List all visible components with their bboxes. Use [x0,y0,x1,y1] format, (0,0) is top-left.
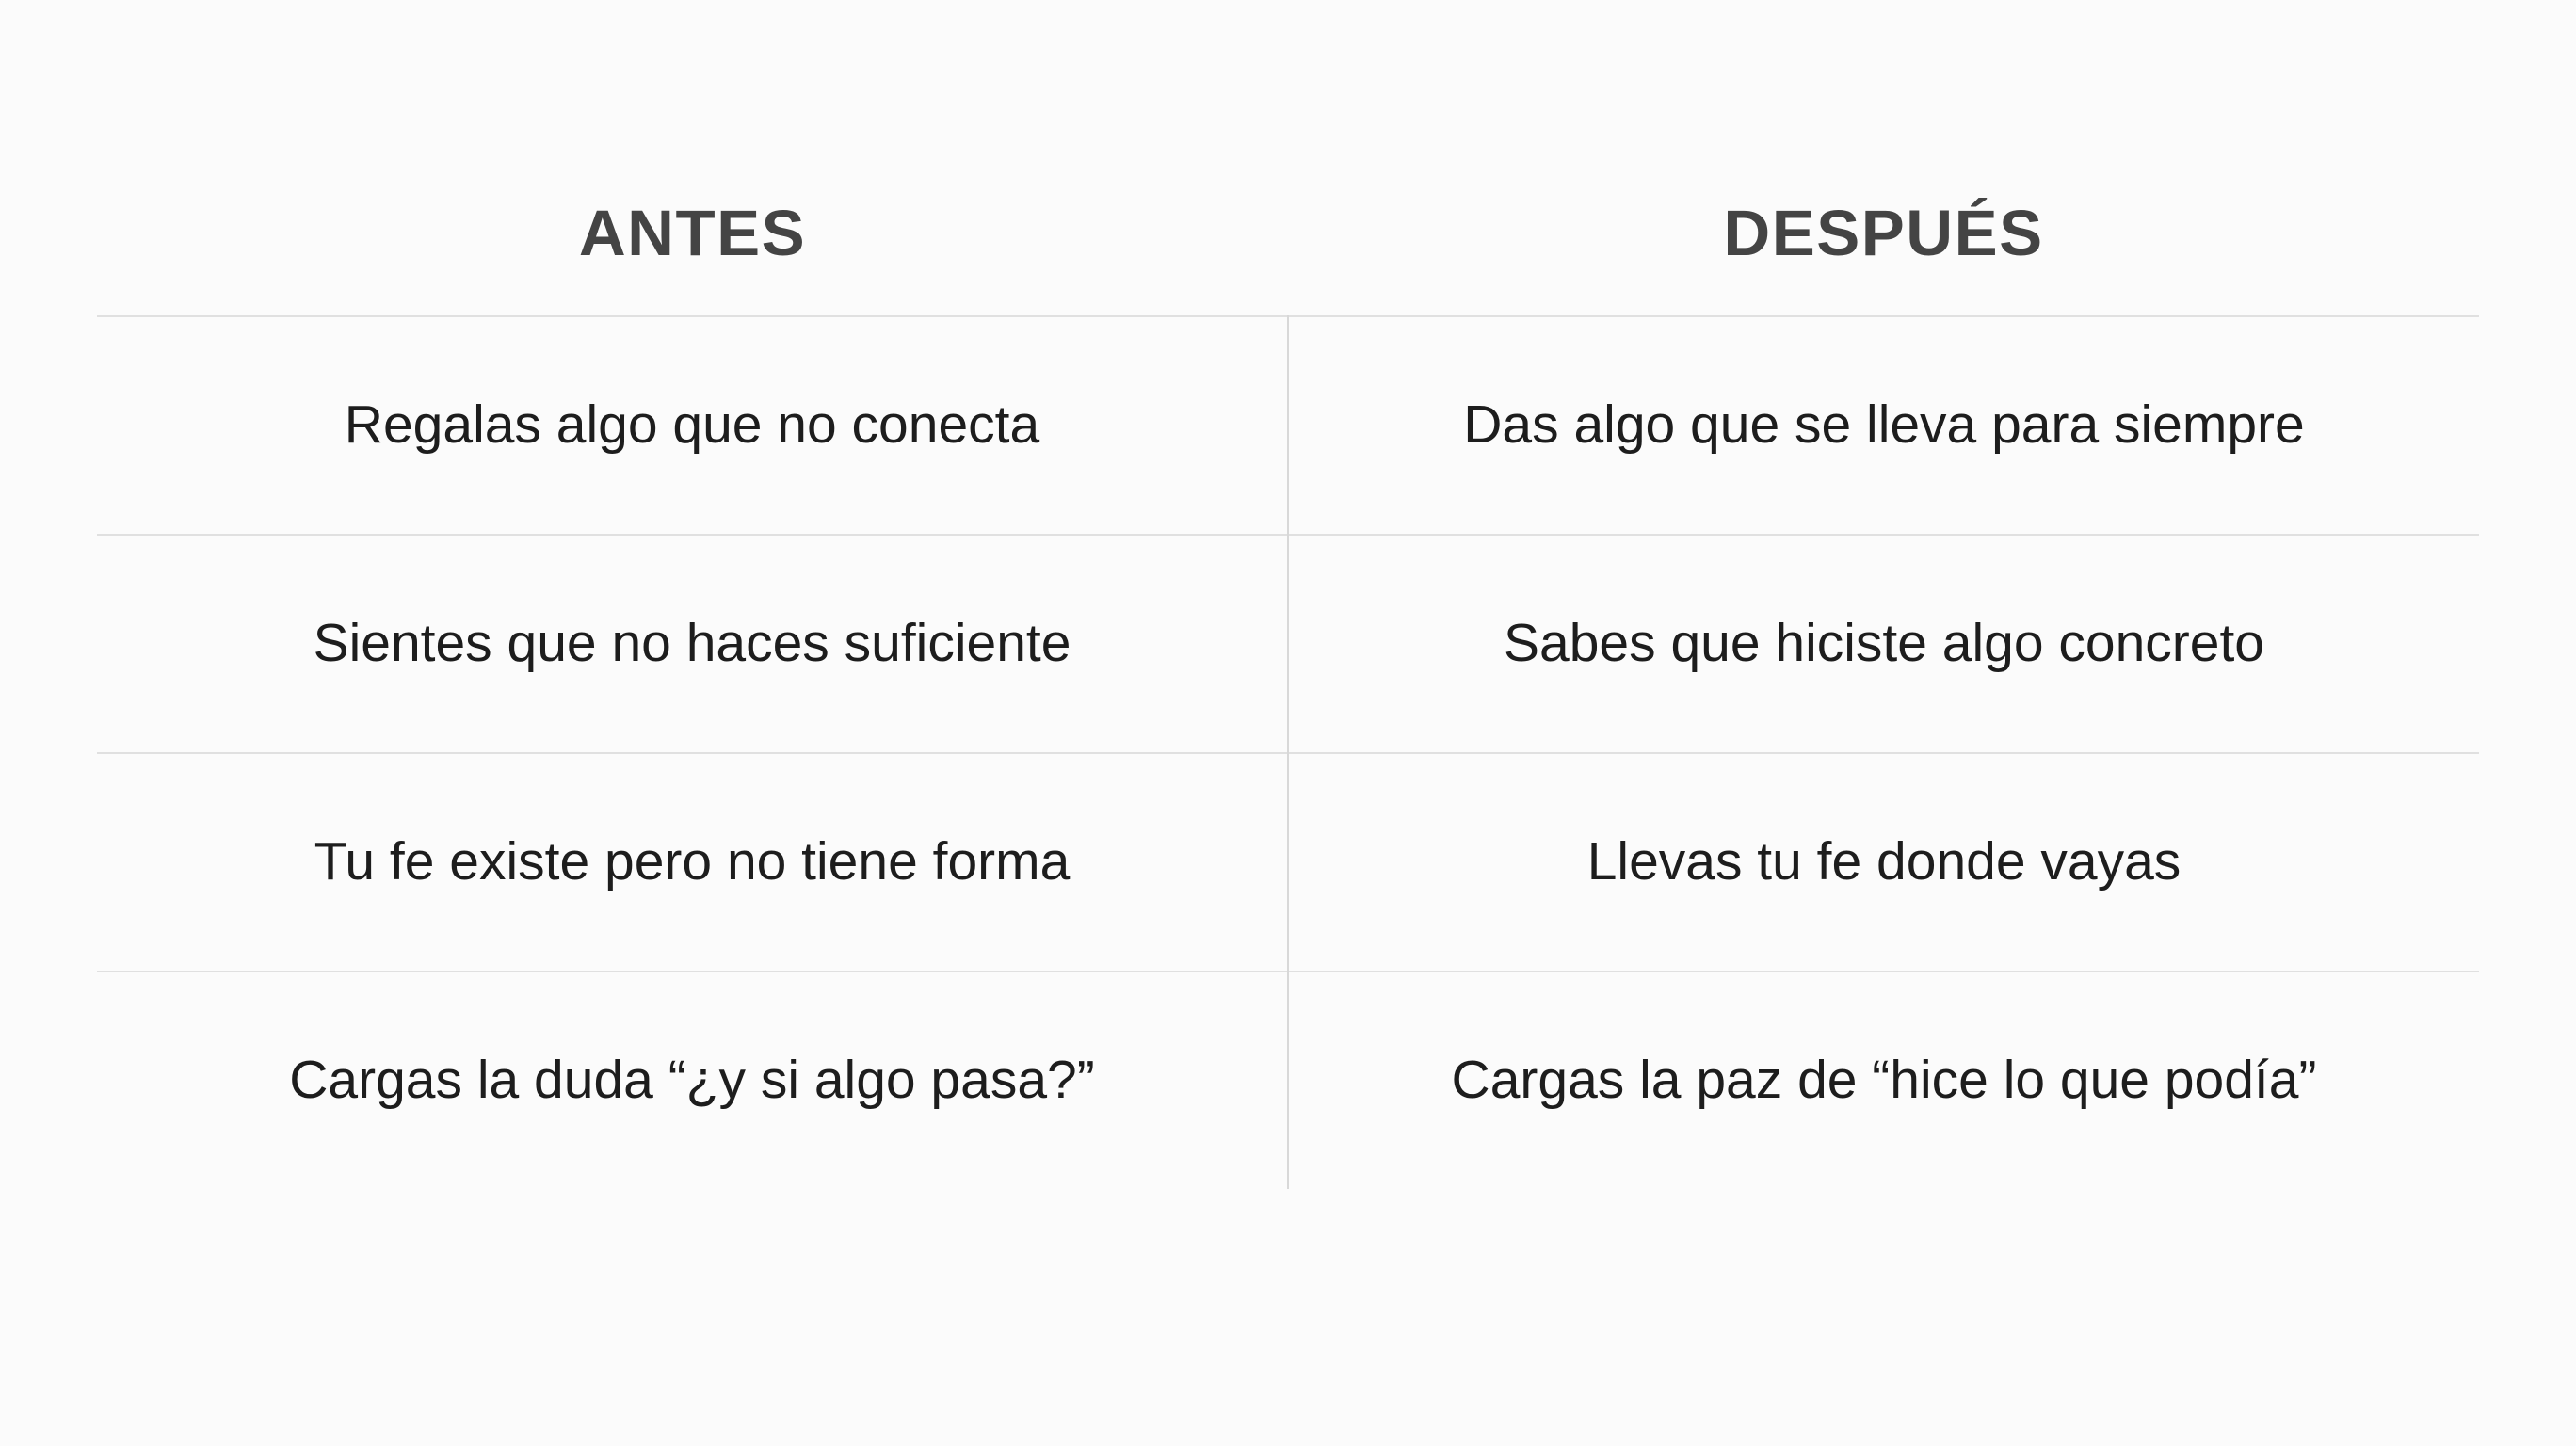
table-body [97,316,2479,1189]
column-header-antes: ANTES [578,197,807,269]
table-row [97,972,2479,1189]
table-row [97,316,2479,535]
table-head [97,196,2479,316]
cell-antes-2: Sientes que no haces suficiente [97,535,1288,753]
cell-despues-1: Das algo que se lleva para siempre [1463,394,2305,456]
cell-antes-3: Tu fe existe pero no tiene forma [97,753,1288,972]
column-header-despues: DESPUÉS [1723,197,2044,269]
table-row [97,753,2479,972]
cell-despues-4: Cargas la paz de “hice lo que podía” [1451,1050,2317,1111]
cell-antes-4: Cargas la duda “¿y si algo pasa?” [97,972,1288,1189]
before-after-comparison-table [97,196,2479,1189]
table-row [97,535,2479,753]
cell-antes-1: Regalas algo que no conecta [97,316,1288,535]
cell-despues-2: Sabes que hiciste algo concreto [1503,613,2265,674]
cell-despues-3: Llevas tu fe donde vayas [1586,831,2182,892]
table-header-row [97,196,2479,316]
